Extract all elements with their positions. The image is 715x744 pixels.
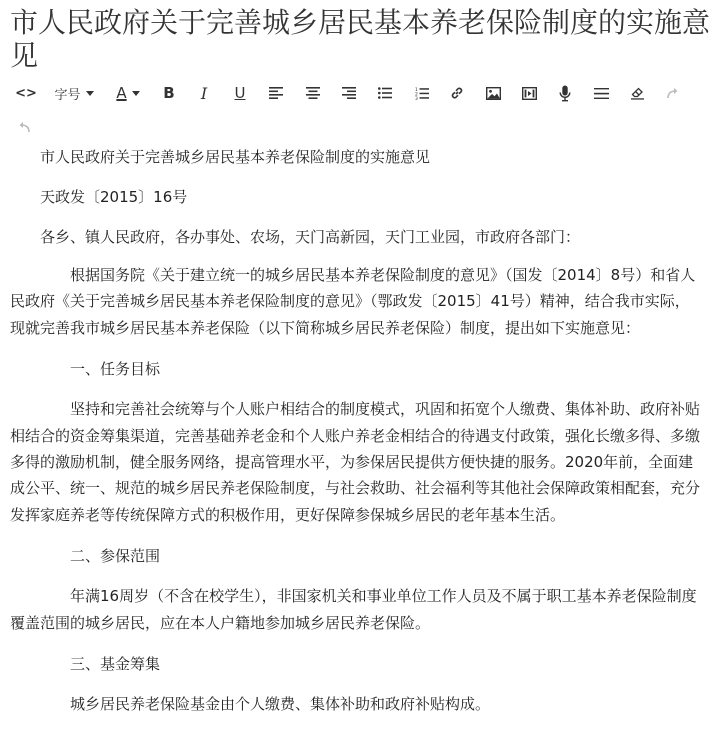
insert-link-button[interactable] [445, 80, 469, 106]
align-left-button[interactable] [264, 80, 288, 106]
redo-icon [666, 87, 680, 99]
insert-video-button[interactable] [517, 80, 541, 106]
bullet-list-button[interactable] [373, 80, 397, 106]
undo-button[interactable] [12, 114, 36, 140]
bullet-list-icon [378, 87, 392, 99]
bold-button[interactable] [158, 80, 180, 106]
italic-button[interactable] [193, 80, 215, 106]
section-2-paragraph: 年满16周岁（不含在校学生），非国家机关和事业单位工作人员及不属于职工基本养老保险制度覆盖范围的城乡居民，应在本人户籍地参加城乡居民养老保险。 [10, 587, 697, 632]
clear-format-button[interactable] [625, 80, 649, 106]
font-color-icon: A [116, 84, 127, 102]
chevron-down-icon [132, 91, 140, 96]
svg-text:2: 2 [415, 92, 418, 97]
svg-text:1: 1 [415, 87, 418, 93]
image-icon [486, 87, 501, 100]
insert-audio-button[interactable] [554, 80, 576, 106]
intro-paragraph: 根据国务院《关于建立统一的城乡居民基本养老保险制度的意见》（国发〔2014〕8号）和省人民政府《关于完善城乡居民基本养老保险制度的意见》（鄂政发〔2015〕41号）精神，结合我市实际，现就完善我市城乡居民基本养老保险（以下简称城乡居民养老保险）制度，提出如下实施意见： [10, 266, 696, 337]
chevron-down-icon [86, 91, 94, 96]
page-title: 市人民政府关于完善城乡居民基本养老保险制度的实施意见 [10, 6, 711, 72]
align-center-button[interactable] [301, 80, 325, 106]
font-color-dropdown[interactable] [108, 80, 148, 106]
undo-icon [17, 121, 31, 133]
horizontal-rule-icon [594, 87, 609, 100]
svg-text:3: 3 [415, 96, 418, 100]
insert-image-button[interactable] [481, 80, 505, 106]
redo-button[interactable] [661, 80, 685, 106]
numbered-list-icon [415, 87, 429, 100]
editor-toolbar [0, 80, 715, 138]
font-size-label: 字号 [54, 87, 81, 103]
bold-icon: B [163, 84, 175, 102]
font-size-dropdown[interactable] [50, 80, 98, 106]
align-center-icon [306, 87, 320, 99]
link-icon [450, 86, 464, 100]
recipients: 各乡、镇人民政府，各办事处、农场，天门高新园，天门工业园，市政府各部门： [40, 228, 581, 246]
video-icon [522, 87, 537, 100]
underline-button[interactable] [229, 80, 251, 106]
source-code-button[interactable] [14, 80, 38, 106]
align-right-icon [342, 87, 356, 99]
document-title: 市人民政府关于完善城乡居民基本养老保险制度的实施意见 [40, 148, 431, 166]
horizontal-rule-button[interactable] [589, 80, 613, 106]
section-1-paragraph: 坚持和完善社会统筹与个人账户相结合的制度模式，巩固和拓宽个人缴费、集体补助、政府补贴相结合的资金筹集渠道，完善基础养老金和个人账户养老金相结合的待遇支付政策，强化长缴多得、多缴多得的激励机制，健全服务网络，提高管理水平，为参保居民提供方便快捷的服务。2020年前，全面建成公平、统一、规范的城乡居民养老保险制度，与社会救助、社会福利等其他社会保障政策相配套，充分发挥家庭养老等传统保障方式的积极作用，更好保障参保城乡居民的老年基本生活。 [10, 400, 701, 524]
code-icon: <> [15, 85, 37, 101]
align-left-icon [269, 87, 283, 99]
section-1-heading: 一、任务目标 [70, 360, 161, 379]
microphone-icon [559, 85, 571, 102]
clear-format-icon [630, 86, 645, 100]
section-3-paragraph: 城乡居民养老保险基金由个人缴费、集体补助和政府补贴构成。 [70, 695, 491, 714]
align-right-button[interactable] [337, 80, 361, 106]
section-3-heading: 三、基金筹集 [70, 655, 161, 674]
editor-content[interactable] [10, 144, 702, 717]
document-number: 天政发〔2015〕16号 [40, 188, 188, 206]
underline-icon: U [234, 84, 246, 102]
section-2-heading: 二、参保范围 [70, 547, 161, 566]
numbered-list-button[interactable] [410, 80, 434, 106]
italic-icon: I [200, 83, 208, 103]
